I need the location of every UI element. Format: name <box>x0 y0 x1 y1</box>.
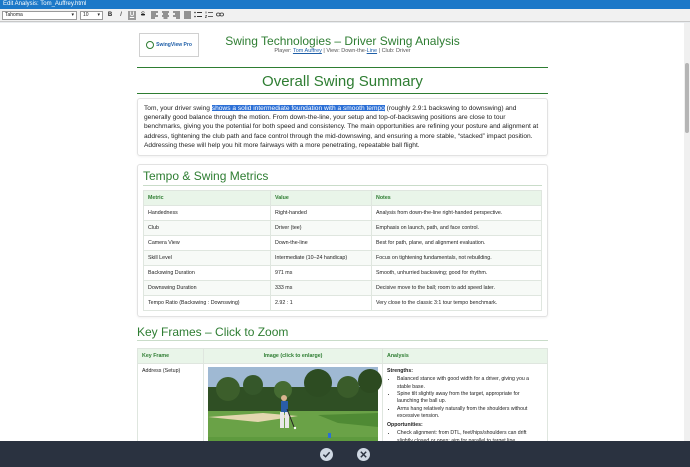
window-title: Edit Analysis: Tom_Auffrey.html <box>3 1 87 7</box>
table-cell: 971 ms <box>271 266 372 281</box>
chevron-down-icon: ▾ <box>97 11 100 18</box>
metrics-divider <box>143 185 542 186</box>
list-item: • Balanced stance with good width for a driver, giving you a stable base. <box>397 376 543 391</box>
column-header: Image (click to enlarge) <box>204 349 383 364</box>
vertical-scrollbar[interactable] <box>684 23 690 441</box>
metrics-title: Tempo & Swing Metrics <box>143 169 269 184</box>
link-icon[interactable] <box>216 11 224 20</box>
bold-button[interactable]: B <box>107 11 113 18</box>
align-center-icon[interactable] <box>161 11 169 20</box>
underline-button[interactable]: U <box>129 11 135 18</box>
table-cell: Camera View <box>144 236 271 251</box>
table-cell: Intermediate (10–24 handicap) <box>271 251 372 266</box>
editor-canvas[interactable] <box>0 23 684 441</box>
table-row <box>144 281 542 296</box>
keyframes-divider <box>137 340 548 341</box>
column-header: Notes <box>372 191 542 206</box>
table-cell: Tempo Ratio (Backswing : Downswing) <box>144 296 271 311</box>
summary-title: Overall Swing Summary <box>262 73 423 90</box>
club-value: Driver <box>395 48 411 54</box>
italic-button[interactable]: I <box>120 11 122 18</box>
table-header-row <box>144 191 542 206</box>
club-label: Club: <box>381 48 395 54</box>
table-cell: Driver (tee) <box>271 221 372 236</box>
table-cell: 333 ms <box>271 281 372 296</box>
check-icon <box>322 450 331 459</box>
table-cell: Right-handed <box>271 206 372 221</box>
strikethrough-button[interactable]: S <box>140 11 145 18</box>
bullet-list-icon[interactable] <box>194 11 202 20</box>
table-header-row <box>138 349 548 364</box>
close-icon <box>359 450 368 459</box>
table-cell: Backswing Duration <box>144 266 271 281</box>
doc-title: Swing Technologies – Driver Swing Analysis <box>225 34 460 48</box>
editor-toolbar <box>0 9 690 22</box>
table-cell: Handedness <box>144 206 271 221</box>
align-right-icon[interactable] <box>172 11 180 20</box>
summary-card[interactable] <box>137 98 548 156</box>
logo-text: SwingView Pro <box>156 42 192 48</box>
table-cell: Best for path, plane, and alignment evaluation. <box>372 236 542 251</box>
header-divider <box>137 67 548 68</box>
chevron-down-icon: ▾ <box>71 11 74 18</box>
list-item: • Check alignment: from DTL, feet/hips/shoulders can drift <box>397 430 543 445</box>
table-cell: Skill Level <box>144 251 271 266</box>
table-row <box>144 266 542 281</box>
table-cell: Downswing Duration <box>144 281 271 296</box>
column-header: Value <box>271 191 372 206</box>
summary-text-pre: Tom, your driver swing <box>144 105 212 112</box>
table-row <box>144 236 542 251</box>
table-cell: Down-the-line <box>271 236 372 251</box>
table-cell: Club <box>144 221 271 236</box>
opportunities-label: Opportunities: <box>387 422 423 429</box>
window-titlebar <box>0 0 690 9</box>
font-family-select[interactable] <box>2 11 77 20</box>
player-label: Player: <box>274 48 292 54</box>
summary-text-post: (roughly 2.9:1 backswing to downswing) and generally good balance through the motion. From down-the-line, your setup and top-of-backswing positions are close to tour benchmarks, giving you the potential for both speed and consistency. The main opportunities are refining your posture and alignment at address, tightening the club path and face control through the mid-downswing, and ensuring a more stable, “stacked” impact position. Addressing these will help you hit more fairways with a more penetrating, repeatable ball flight. <box>144 105 539 149</box>
table-row <box>144 221 542 236</box>
list-item: • Arms hang relatively naturally from the shoulders without excessive tension. <box>397 406 543 421</box>
doc-subtitle: Player: Tom Auffrey | View: Down-the-Line | Club: Driver <box>274 48 411 54</box>
view-link[interactable]: Line <box>366 48 378 54</box>
confirm-button[interactable] <box>320 448 333 461</box>
table-cell: Smooth, unhurried backswing; good for rhythm. <box>372 266 542 281</box>
table-cell: Very close to the classic 3:1 tour tempo benchmark. <box>372 296 542 311</box>
column-header: Key Frame <box>138 349 204 364</box>
table-cell: Analysis from down-the-line right-handed perspective. <box>372 206 542 221</box>
column-header: Analysis <box>383 349 548 364</box>
font-size-value: 10 <box>83 11 89 18</box>
doc-header <box>137 23 548 67</box>
keyframe-label: Address (Setup) <box>138 364 204 464</box>
keyframes-title: Key Frames – Click to Zoom <box>137 325 289 340</box>
table-row <box>144 206 542 221</box>
table-cell: Decisive move to the ball; room to add speed later. <box>372 281 542 296</box>
list-item: • Spine tilt slightly away from the target, appropriate for launching the ball up. <box>397 391 543 406</box>
dialog-action-bar <box>0 441 690 467</box>
selected-text[interactable]: shows a solid intermediate foundation with a smooth tempo <box>211 105 385 112</box>
view-label: View: <box>326 48 340 54</box>
column-header: Metric <box>144 191 271 206</box>
table-row <box>144 251 542 266</box>
summary-divider <box>137 93 548 94</box>
numbered-list-icon[interactable] <box>205 11 213 20</box>
strengths-list <box>387 376 543 420</box>
font-family-value: Tahoma <box>5 11 23 18</box>
table-cell: Emphasis on launch, path, and face control. <box>372 221 542 236</box>
metrics-table <box>143 190 542 311</box>
metrics-card <box>137 164 548 317</box>
table-cell: Focus on tightening fundamentals, not rebuilding. <box>372 251 542 266</box>
document <box>137 23 548 464</box>
table-cell: 2.92 : 1 <box>271 296 372 311</box>
align-justify-icon[interactable] <box>183 11 191 20</box>
view-value: Down-the- <box>341 48 367 54</box>
table-row <box>144 296 542 311</box>
cancel-button[interactable] <box>357 448 370 461</box>
align-left-icon[interactable] <box>150 11 158 20</box>
scrollbar-thumb[interactable] <box>685 63 689 133</box>
player-name[interactable]: Tom Auffrey <box>292 48 322 54</box>
font-size-select[interactable] <box>80 11 103 20</box>
strengths-label: Strengths: <box>387 368 413 375</box>
